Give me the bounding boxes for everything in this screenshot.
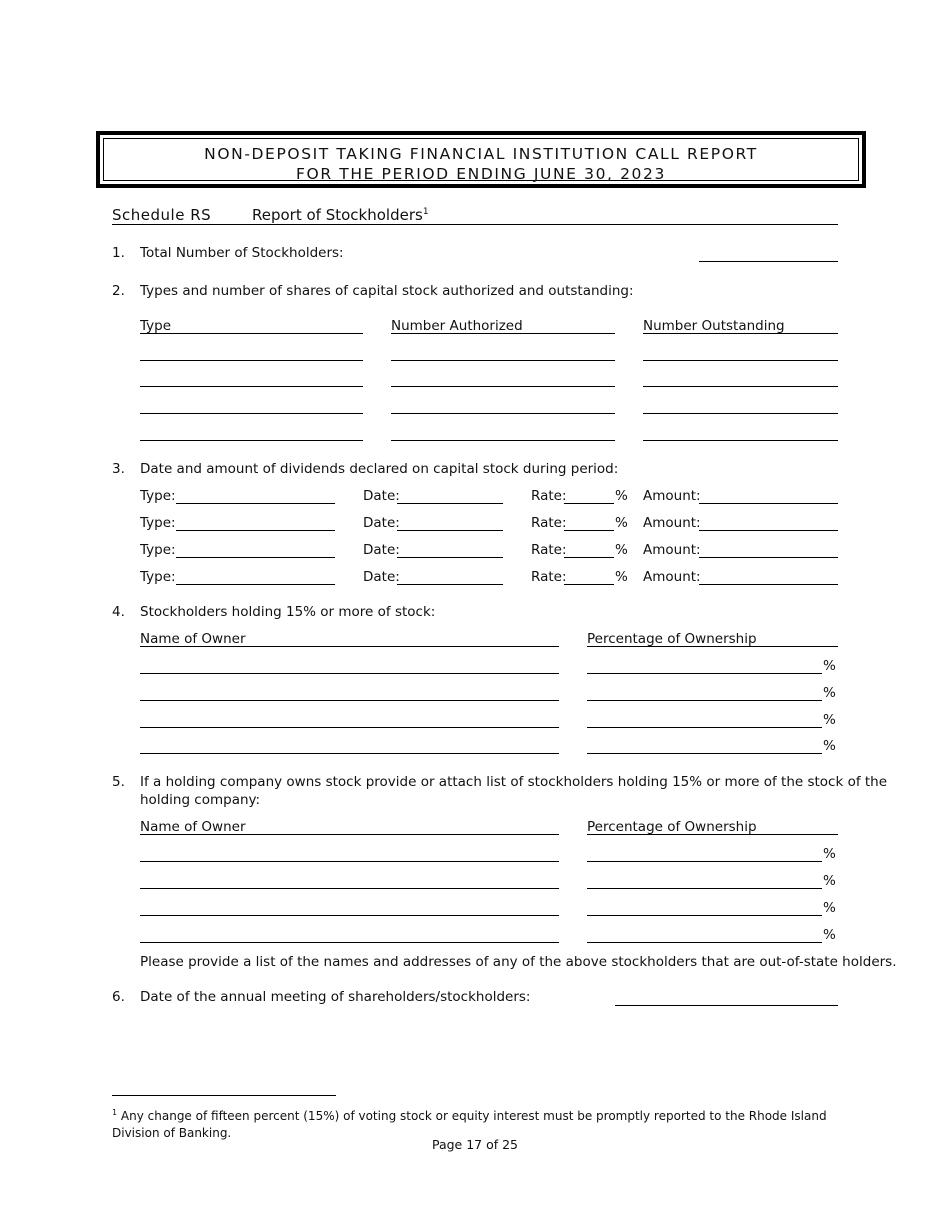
q3-rate-label: Rate:: [531, 542, 567, 558]
footnote-separator: [112, 1095, 336, 1096]
q1-text: Total Number of Stockholders:: [140, 245, 344, 261]
q3-type-label: Type:: [140, 569, 176, 585]
q4-percent-sign: %: [823, 738, 836, 754]
total-stockholders-field[interactable]: [699, 261, 838, 262]
q3-date-field[interactable]: [397, 503, 503, 504]
q1-number: 1.: [112, 245, 125, 261]
q4-col-pct-header: Percentage of Ownership: [587, 631, 757, 647]
q5-number: 5.: [112, 774, 125, 790]
q5-text-line1: If a holding company owns stock provide or attach list of stockholders holding 15% or more of the stock of the: [140, 774, 888, 790]
footnote-marker: 1: [112, 1108, 118, 1117]
q5-percent-sign: %: [823, 927, 836, 943]
q5-col-name-header: Name of Owner: [140, 819, 246, 835]
q5-ownership-pct-field[interactable]: [587, 861, 822, 862]
q4-ownership-pct-field[interactable]: [587, 673, 822, 674]
q3-amount-label: Amount:: [643, 569, 701, 585]
q3-rate-field[interactable]: [564, 584, 614, 585]
q3-date-field[interactable]: [397, 584, 503, 585]
report-title-line-2: FOR THE PERIOD ENDING JUNE 30, 2023: [296, 165, 666, 183]
q2-number: 2.: [112, 283, 125, 299]
q5-owner-name-field[interactable]: [140, 942, 559, 943]
q3-rate-field[interactable]: [564, 503, 614, 504]
q5-out-of-state-note: Please provide a list of the names and addresses of any of the above stockholders that are out-of-state holders.: [140, 954, 897, 970]
page-number: Page 17 of 25: [431, 1137, 519, 1152]
q4-ownership-pct-field[interactable]: [587, 700, 822, 701]
q4-col-name-header: Name of Owner: [140, 631, 246, 647]
q3-amount-label: Amount:: [643, 488, 701, 504]
q3-date-label: Date:: [363, 488, 400, 504]
q3-rate-field[interactable]: [564, 530, 614, 531]
q2-col-outstanding-header: Number Outstanding: [643, 318, 785, 334]
q3-type-field[interactable]: [176, 557, 335, 558]
q5-ownership-pct-field[interactable]: [587, 942, 822, 943]
q5-owner-name-field[interactable]: [140, 888, 559, 889]
q3-rate-field[interactable]: [564, 557, 614, 558]
q5-percent-sign: %: [823, 873, 836, 889]
q3-text: Date and amount of dividends declared on capital stock during period:: [140, 461, 619, 477]
report-title-inner-border: [103, 138, 859, 181]
q5-ownership-pct-field[interactable]: [587, 915, 822, 916]
report-title-line-1: NON-DEPOSIT TAKING FINANCIAL INSTITUTION CALL REPORT: [204, 145, 758, 163]
q3-amount-field[interactable]: [699, 557, 838, 558]
schedule-title: [252, 206, 429, 224]
q2-type-header-rule: [140, 333, 363, 334]
footnote-reference: 1: [422, 207, 429, 217]
q5-percent-sign: %: [823, 900, 836, 916]
report-title-box: [96, 131, 866, 188]
q3-date-label: Date:: [363, 542, 400, 558]
q3-type-field[interactable]: [176, 584, 335, 585]
q3-percent-sign: %: [615, 542, 628, 558]
q2-outstanding-field[interactable]: [643, 413, 838, 414]
q3-amount-label: Amount:: [643, 542, 701, 558]
q3-rate-label: Rate:: [531, 569, 567, 585]
q3-type-label: Type:: [140, 542, 176, 558]
q2-authorized-field[interactable]: [391, 386, 615, 387]
q3-type-label: Type:: [140, 488, 176, 504]
q5-ownership-pct-field[interactable]: [587, 888, 822, 889]
q6-text: Date of the annual meeting of shareholders/stockholders:: [140, 989, 531, 1005]
q5-col-pct-header: Percentage of Ownership: [587, 819, 757, 835]
q3-date-label: Date:: [363, 515, 400, 531]
q3-type-field[interactable]: [176, 503, 335, 504]
q2-type-field[interactable]: [140, 440, 363, 441]
q4-owner-name-field[interactable]: [140, 753, 559, 754]
q3-type-field[interactable]: [176, 530, 335, 531]
footnote-text: Any change of fifteen percent (15%) of voting stock or equity interest must be promptly reported to the Rhode Island Division of Banking.: [112, 1109, 827, 1140]
q3-percent-sign: %: [615, 569, 628, 585]
q3-number: 3.: [112, 461, 125, 477]
q2-authorized-field[interactable]: [391, 413, 615, 414]
q2-type-field[interactable]: [140, 360, 363, 361]
schedule-header-rule: [112, 224, 838, 225]
q3-amount-field[interactable]: [699, 503, 838, 504]
q5-pct-header-rule: [587, 834, 838, 835]
q4-percent-sign: %: [823, 658, 836, 674]
q3-amount-field[interactable]: [699, 530, 838, 531]
schedule-title-text: Report of Stockholders: [252, 206, 423, 224]
q3-date-field[interactable]: [397, 557, 503, 558]
q4-pct-header-rule: [587, 646, 838, 647]
q3-percent-sign: %: [615, 488, 628, 504]
q4-owner-name-field[interactable]: [140, 673, 559, 674]
q5-text-line2: holding company:: [140, 792, 261, 808]
q2-authorized-field[interactable]: [391, 440, 615, 441]
q2-authorized-header-rule: [391, 333, 615, 334]
q4-owner-name-field[interactable]: [140, 727, 559, 728]
q2-type-field[interactable]: [140, 386, 363, 387]
schedule-label: Schedule RS: [112, 206, 212, 224]
q4-percent-sign: %: [823, 685, 836, 701]
q3-percent-sign: %: [615, 515, 628, 531]
q2-outstanding-header-rule: [643, 333, 838, 334]
q3-rate-label: Rate:: [531, 515, 567, 531]
q6-number: 6.: [112, 989, 125, 1005]
q5-owner-name-field[interactable]: [140, 861, 559, 862]
q2-outstanding-field[interactable]: [643, 440, 838, 441]
q4-owner-name-field[interactable]: [140, 700, 559, 701]
q4-number: 4.: [112, 604, 125, 620]
q2-type-field[interactable]: [140, 413, 363, 414]
q2-authorized-field[interactable]: [391, 360, 615, 361]
q2-text: Types and number of shares of capital stock authorized and outstanding:: [140, 283, 634, 299]
q3-amount-label: Amount:: [643, 515, 701, 531]
q4-name-header-rule: [140, 646, 559, 647]
q5-percent-sign: %: [823, 846, 836, 862]
q3-rate-label: Rate:: [531, 488, 567, 504]
q3-date-field[interactable]: [397, 530, 503, 531]
q3-amount-field[interactable]: [699, 584, 838, 585]
q4-ownership-pct-field[interactable]: [587, 727, 822, 728]
q4-ownership-pct-field[interactable]: [587, 753, 822, 754]
q5-owner-name-field[interactable]: [140, 915, 559, 916]
q2-outstanding-field[interactable]: [643, 386, 838, 387]
q2-col-type-header: Type: [140, 318, 172, 334]
q2-outstanding-field[interactable]: [643, 360, 838, 361]
q3-date-label: Date:: [363, 569, 400, 585]
q5-name-header-rule: [140, 834, 559, 835]
annual-meeting-date-field[interactable]: [615, 1005, 838, 1006]
q4-text: Stockholders holding 15% or more of stock:: [140, 604, 436, 620]
q3-type-label: Type:: [140, 515, 176, 531]
q2-col-authorized-header: Number Authorized: [391, 318, 523, 334]
q4-percent-sign: %: [823, 712, 836, 728]
